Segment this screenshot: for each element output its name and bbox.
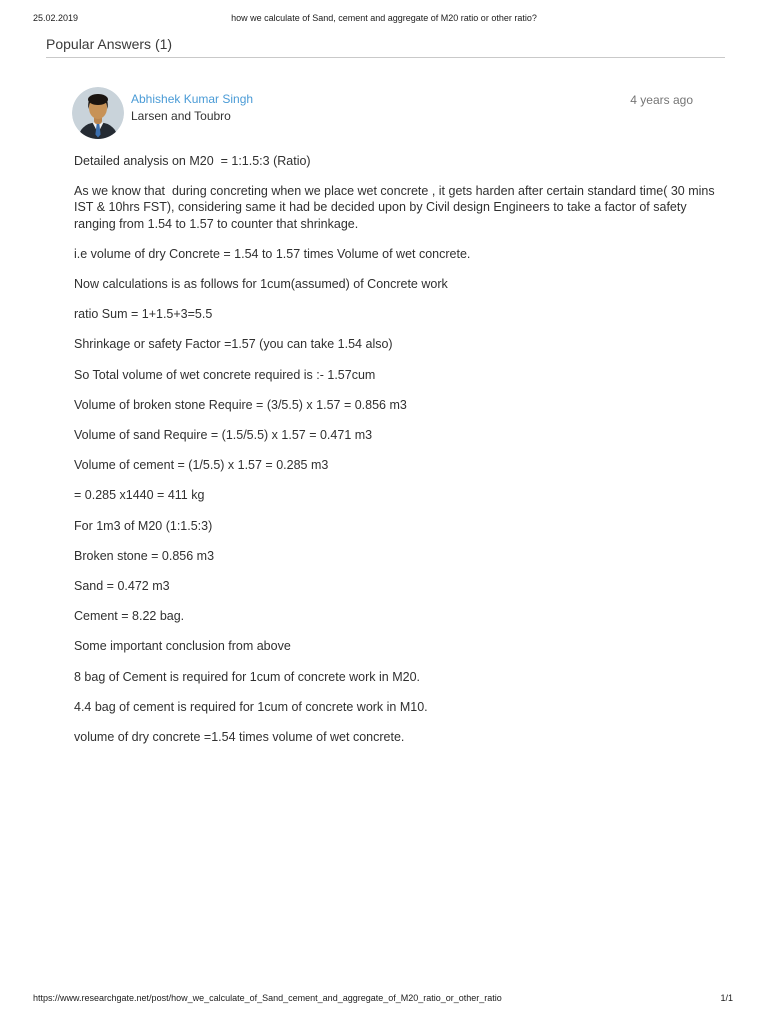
- answer-paragraph: i.e volume of dry Concrete = 1.54 to 1.57 times Volume of wet concrete.: [74, 246, 471, 261]
- page-indicator: 1/1: [720, 993, 733, 1003]
- answer-paragraph: 4.4 bag of cement is required for 1cum of concrete work in M10.: [74, 699, 428, 714]
- answer-paragraph: Sand = 0.472 m3: [74, 579, 170, 594]
- answer-paragraph: = 0.285 x1440 = 411 kg: [74, 488, 205, 503]
- answer-paragraph: Detailed analysis on M20 = 1:1.5:3 (Ratio): [74, 154, 311, 168]
- section-heading: Popular Answers (1): [46, 36, 173, 52]
- answer-paragraph: So Total volume of wet concrete required is :- 1.57cum: [74, 367, 376, 382]
- answer-paragraph: Now calculations is as follows for 1cum(assumed) of Concrete work: [74, 277, 448, 292]
- answer-card: [72, 87, 730, 745]
- print-header: [33, 13, 735, 27]
- print-footer: [33, 993, 733, 1003]
- answer-paragraph: Cement = 8.22 bag.: [74, 609, 185, 624]
- answer-paragraph: Volume of broken stone Require = (3/5.5) x 1.57 = 0.856 m3: [74, 397, 407, 412]
- print-date: 25.02.2019: [33, 13, 79, 23]
- answer-paragraph: As we know that during concreting when we place wet concrete , it gets harden after certain standard time( 30 mins IST & 10hrs FST), considering same it had be decided upon by Civil design Engineers to take a factor of safety ranging from 1.54 to 1.57 to counter that shrinkage.: [74, 184, 719, 231]
- source-url: https://www.researchgate.net/post/how_we_calculate_of_Sand_cement_and_aggregate_of_M20_ratio_or_other_ratio: [33, 993, 502, 1003]
- answer-paragraph: For 1m3 of M20 (1:1.5:3): [74, 518, 213, 533]
- answer-paragraph: ratio Sum = 1+1.5+3=5.5: [74, 307, 213, 322]
- answer-paragraph: 8 bag of Cement is required for 1cum of concrete work in M20.: [74, 669, 420, 684]
- author-name-link[interactable]: Abhishek Kumar Singh: [131, 92, 254, 106]
- answer-paragraph: volume of dry concrete =1.54 times volume of wet concrete.: [74, 730, 405, 745]
- answer-body: [72, 153, 730, 745]
- answer-paragraph: Volume of sand Require = (1.5/5.5) x 1.57 = 0.471 m3: [74, 428, 373, 443]
- avatar[interactable]: [72, 87, 124, 139]
- answer-paragraph: Shrinkage or safety Factor =1.57 (you can take 1.54 also): [74, 337, 393, 352]
- print-title: how we calculate of Sand, cement and aggregate of M20 ratio or other ratio?: [231, 13, 537, 23]
- answer-paragraph: Some important conclusion from above: [74, 639, 291, 654]
- author-affiliation: Larsen and Toubro: [131, 109, 231, 123]
- person-avatar-icon: [72, 87, 124, 139]
- section-divider: [46, 57, 725, 58]
- author-block: [131, 91, 253, 125]
- answer-paragraph: Broken stone = 0.856 m3: [74, 548, 215, 563]
- answer-header: [72, 87, 730, 139]
- answer-timestamp: 4 years ago: [630, 93, 693, 107]
- answer-paragraph: Volume of cement = (1/5.5) x 1.57 = 0.285 m3: [74, 458, 329, 473]
